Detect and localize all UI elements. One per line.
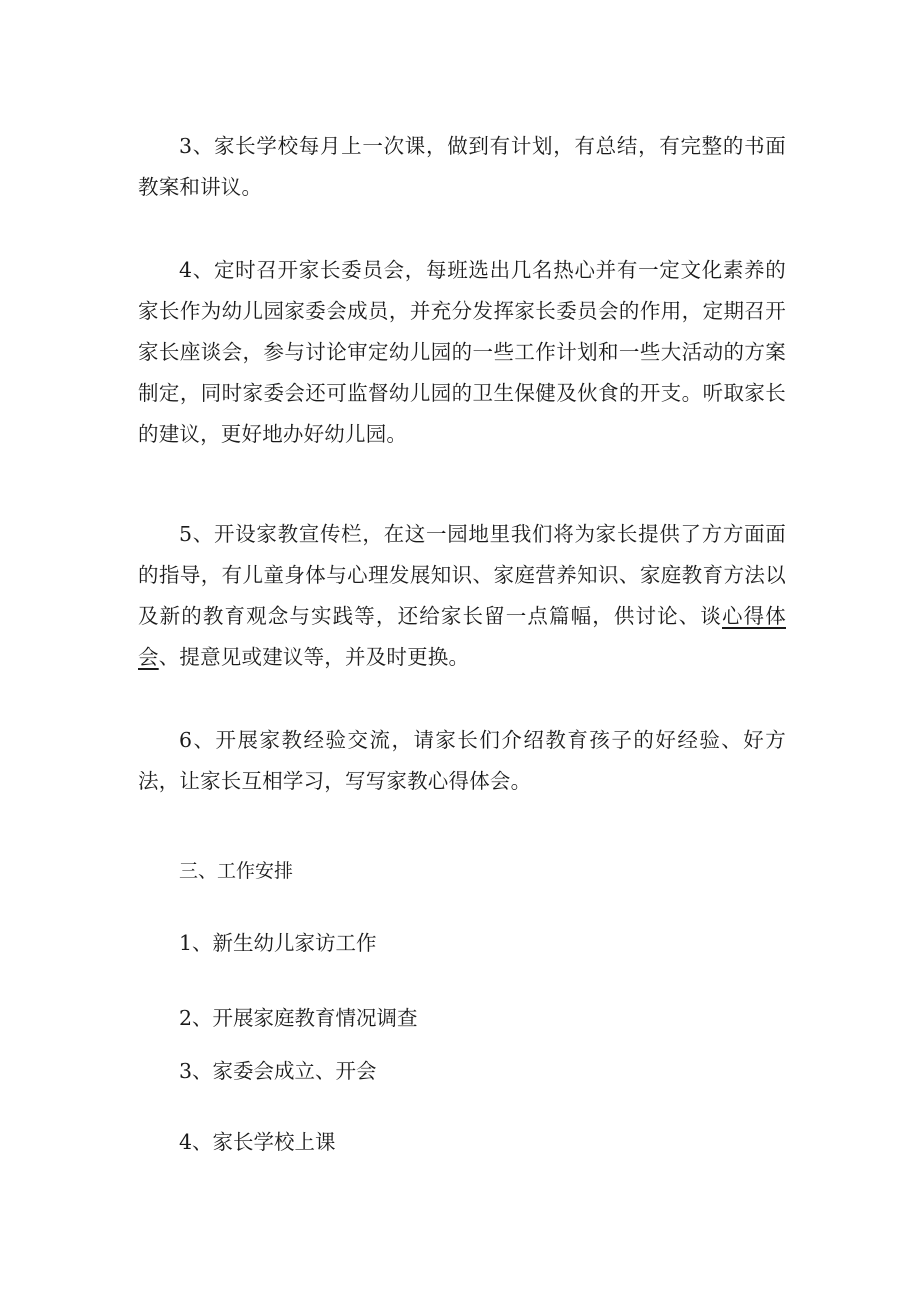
list-item: 1、新生幼儿家访工作 xyxy=(179,931,377,955)
list-item: 4、家长学校上课 xyxy=(179,1130,336,1154)
paragraph-5-link[interactable]: 心得体会 xyxy=(138,604,786,669)
paragraph-5-text-before: 5、开设家教宣传栏，在这一园地里我们将为家长提供了方方面面的指导，有儿童身体与心理发展知识、家庭营养知识、家庭教育方法以及新的教育观念与实践等，还给家长留一点篇幅，供讨论、谈 xyxy=(138,522,786,628)
list-item: 3、家委会成立、开会 xyxy=(179,1059,377,1083)
paragraph-5-text-after: 、提意见或建议等，并及时更换。 xyxy=(158,645,470,669)
paragraph-4: 4、定时召开家长委员会，每班选出几名热心并有一定文化素养的家长作为幼儿园家委会成员，并充分发挥家长委员会的作用，定期召开家长座谈会，参与讨论审定幼儿园的一些工作计划和一些大活动的方案制定，同时家委会还可监督幼儿园的卫生保健及伙食的开支。听取家长的建议，更好地办好幼儿园。 xyxy=(138,258,786,446)
paragraph-3: 3、家长学校每月上一次课，做到有计划，有总结，有完整的书面教案和讲议。 xyxy=(138,134,786,199)
paragraph-5 xyxy=(138,514,786,678)
section-heading: 三、工作安排 xyxy=(179,860,294,882)
list-item: 2、开展家庭教育情况调查 xyxy=(179,1006,418,1030)
paragraph-6: 6、开展家教经验交流，请家长们介绍教育孩子的好经验、好方法，让家长互相学习，写写家教心得体会。 xyxy=(138,728,786,793)
